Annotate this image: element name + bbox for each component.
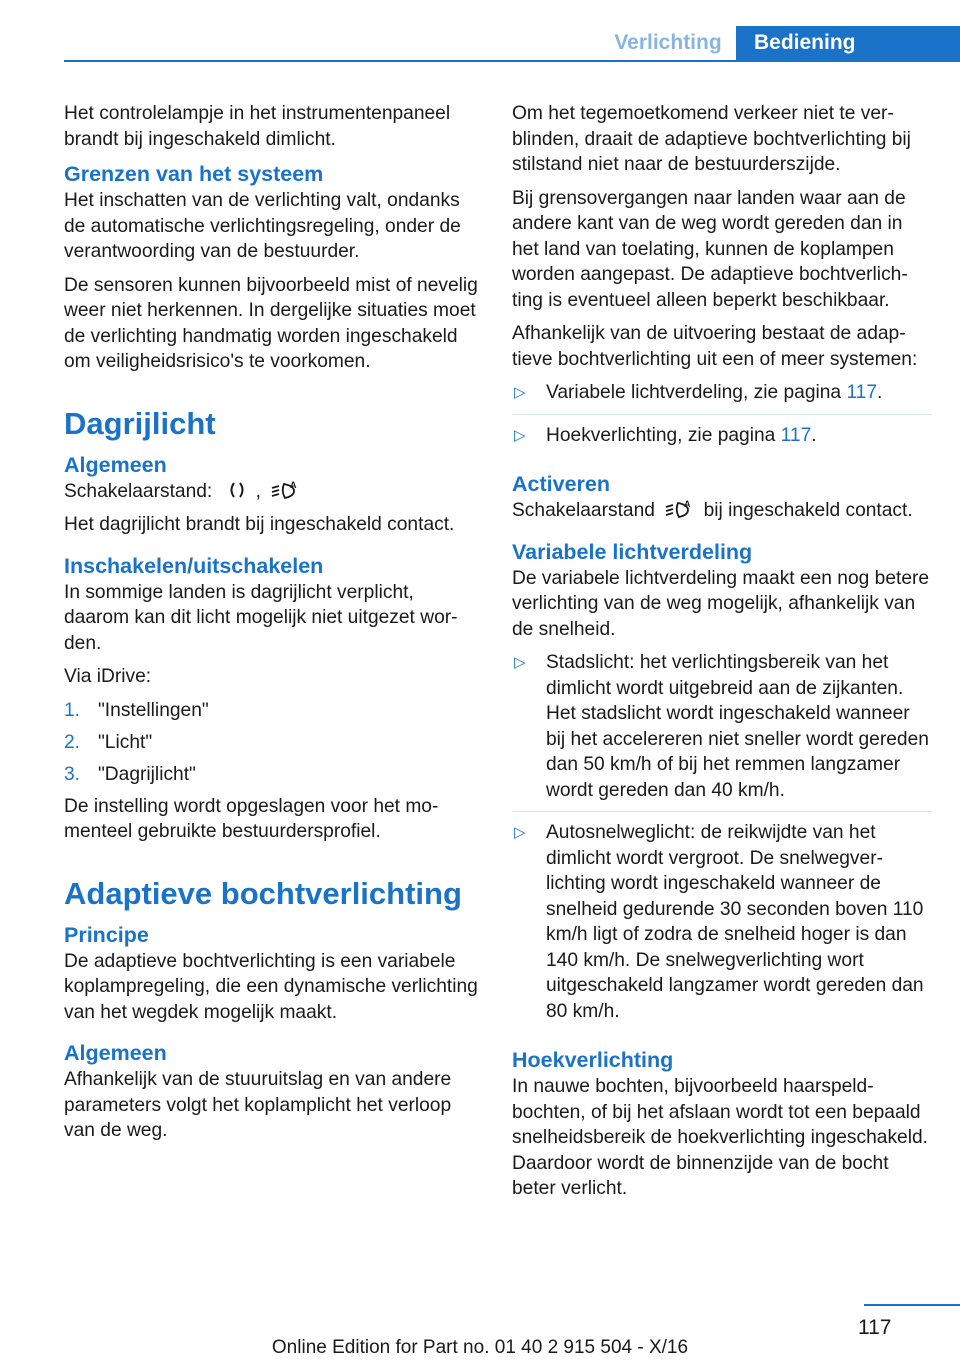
page-link[interactable]: 117 bbox=[846, 382, 878, 403]
header-rule bbox=[64, 60, 960, 62]
parking-light-icon bbox=[222, 479, 252, 501]
step-text: "Licht" bbox=[98, 731, 153, 753]
limits-paragraph-2: De sensoren kunnen bijvoorbeeld mist of nevelig weer niet herkennen. In dergelijke situaties moet de verlichting handmatig worden ingeschakeld om veiligheidsrisico's te voorkomen. bbox=[64, 274, 478, 372]
header-chapter-tab[interactable]: Bediening bbox=[736, 26, 960, 62]
system-text: Hoekverlichting, zie pagina bbox=[546, 424, 781, 446]
drl-toggle-text: In sommige landen is dagrijlicht verplicht, daarom kan dit licht mogelijk niet uitgezet worden. bbox=[64, 581, 458, 654]
svg-text:A: A bbox=[290, 479, 297, 490]
limits-paragraph-1: Het inschatten van de verlichting valt, ondanks de automatische verlichtingsregeling, onder de verantwoording van de bestuurder. bbox=[64, 190, 461, 262]
triangle-bullet-icon: ▷ bbox=[514, 654, 526, 671]
activate-after: bij ingeschakeld contact. bbox=[703, 500, 913, 521]
activate-text bbox=[512, 498, 932, 524]
vld-text: De variabele lichtverdeling maakt een nog betere verlichting van de weg mogelijk, afhankelijk van de snelheid. bbox=[512, 567, 930, 640]
vld-list bbox=[512, 650, 932, 1032]
triangle-bullet-icon: ▷ bbox=[514, 384, 526, 401]
list-item bbox=[64, 730, 480, 756]
drl-steps-list bbox=[64, 698, 480, 788]
drl-switch-position bbox=[64, 479, 480, 505]
system-end: . bbox=[877, 382, 883, 403]
drl-general-heading: Algemeen bbox=[64, 452, 167, 477]
drl-switch-label: Schakelaarstand: bbox=[64, 480, 213, 502]
border-crossing-paragraph: Bij grensovergangen naar landen waar aan de andere kant van de weg wordt gereden dan in het land van toelating, kunnen de koplampen worden aangepast. De adaptieve bochtverlichting is eventueel alleen beperkt beschikbaar. bbox=[512, 187, 908, 311]
drl-via-idrive: Via iDrive: bbox=[64, 666, 152, 687]
step-text: "Instellingen" bbox=[98, 699, 209, 721]
systems-intro-paragraph: Afhankelijk van de uitvoering bestaat de adaptieve bochtverlichting uit een of meer systemen: bbox=[512, 323, 918, 370]
drl-switch-separator: , bbox=[255, 480, 261, 502]
list-item bbox=[512, 820, 932, 1032]
list-item bbox=[64, 698, 480, 724]
auto-light-icon bbox=[664, 498, 694, 520]
edition-footer: Online Edition for Part no. 01 40 2 915 504 - X/16 bbox=[271, 1337, 689, 1358]
triangle-bullet-icon: ▷ bbox=[514, 824, 526, 841]
svg-text:A: A bbox=[684, 499, 691, 509]
cornering-light-heading: Hoekverlichting bbox=[512, 1048, 674, 1072]
oncoming-traffic-paragraph: Om het tegemoetkomend verkeer niet te verblinden, draait de adaptieve bochtverlichting bij stilstand niet naar de bestuurderszijde. bbox=[512, 103, 911, 175]
abl-principle-text: De adaptieve bochtverlichting is een variabele koplampregeling, die een dynamische verlichting van het wegdek mogelijk maakt. bbox=[64, 950, 478, 1023]
page-link[interactable]: 117 bbox=[780, 424, 812, 446]
triangle-bullet-icon: ▷ bbox=[514, 426, 526, 444]
drl-saved-text: De instelling wordt opgeslagen voor het momenteel gebruikte bestuurdersprofiel. bbox=[64, 795, 439, 842]
drl-toggle-heading: Inschakelen/uitschakelen bbox=[64, 553, 324, 578]
activate-before: Schakelaarstand bbox=[512, 500, 655, 521]
abl-general-heading: Algemeen bbox=[64, 1041, 167, 1065]
vld-item-text: Autosnelweglicht: de reikwijdte van het dimlicht wordt vergroot. De snelwegverlichting wordt ingeschakeld wanneer de snelheid gedurende 30 seconden boven 110 km/h ligt of zodra de snelheid hoger is dan 140 km/h. De snelwegverlichting wort uitgeschakeld langzamer wordt gereden dan 80 km/h. bbox=[546, 822, 924, 1022]
system-text: Variabele lichtverdeling, zie pagina bbox=[546, 382, 847, 403]
activate-heading: Activeren bbox=[512, 472, 610, 496]
right-column bbox=[512, 101, 932, 1210]
list-item bbox=[512, 650, 932, 812]
step-number: 1. bbox=[64, 699, 81, 721]
list-item bbox=[512, 380, 932, 415]
step-text: "Dagrijlicht" bbox=[98, 763, 196, 785]
systems-list bbox=[512, 380, 932, 456]
system-end: . bbox=[811, 424, 817, 446]
adaptive-bend-lights-title: Adaptieve bochtverlichting bbox=[64, 875, 462, 911]
step-number: 2. bbox=[64, 731, 81, 753]
daytime-lights-title: Dagrijlicht bbox=[64, 405, 216, 441]
cornering-light-text: In nauwe bochten, bijvoorbeeld haarspeldbochten, of bij het afslaan wordt tot een bepaald snelheidsbereik de hoekverlichting ingeschakeld. Daardoor wordt de binnenzijde van de bocht beter verlicht. bbox=[512, 1076, 928, 1199]
list-item bbox=[64, 762, 480, 788]
limits-heading: Grenzen van het systeem bbox=[64, 162, 324, 186]
variable-light-distribution-heading: Variabele lichtverdeling bbox=[512, 539, 753, 564]
header-section-tab[interactable]: Verlichting bbox=[614, 31, 722, 54]
left-column bbox=[64, 101, 480, 1152]
intro-paragraph: Het controlelampje in het instrumentenpaneel brandt bij ingeschakeld dimlicht. bbox=[64, 103, 451, 150]
step-number: 3. bbox=[64, 763, 81, 785]
page-number: 117 bbox=[858, 1316, 892, 1339]
abl-general-text: Afhankelijk van de stuuruitslag en van andere parameters volgt het koplamplicht het verloop van de weg. bbox=[64, 1069, 452, 1141]
list-item bbox=[512, 423, 932, 457]
abl-principle-heading: Principe bbox=[64, 922, 149, 947]
drl-general-text: Het dagrijlicht brandt bij ingeschakeld contact. bbox=[64, 514, 455, 535]
auto-light-icon bbox=[270, 479, 300, 501]
footer-rule bbox=[864, 1304, 960, 1306]
vld-item-text: Stadslicht: het verlichtingsbereik van het dimlicht wordt uitgebreid aan de zijkanten. Het stadslicht wordt ingeschakeld wanneer bij het accelereren niet sneller wordt gereden dan 50 km/h of bij het remmen langzamer wordt gereden dan 40 km/h. bbox=[546, 652, 929, 801]
